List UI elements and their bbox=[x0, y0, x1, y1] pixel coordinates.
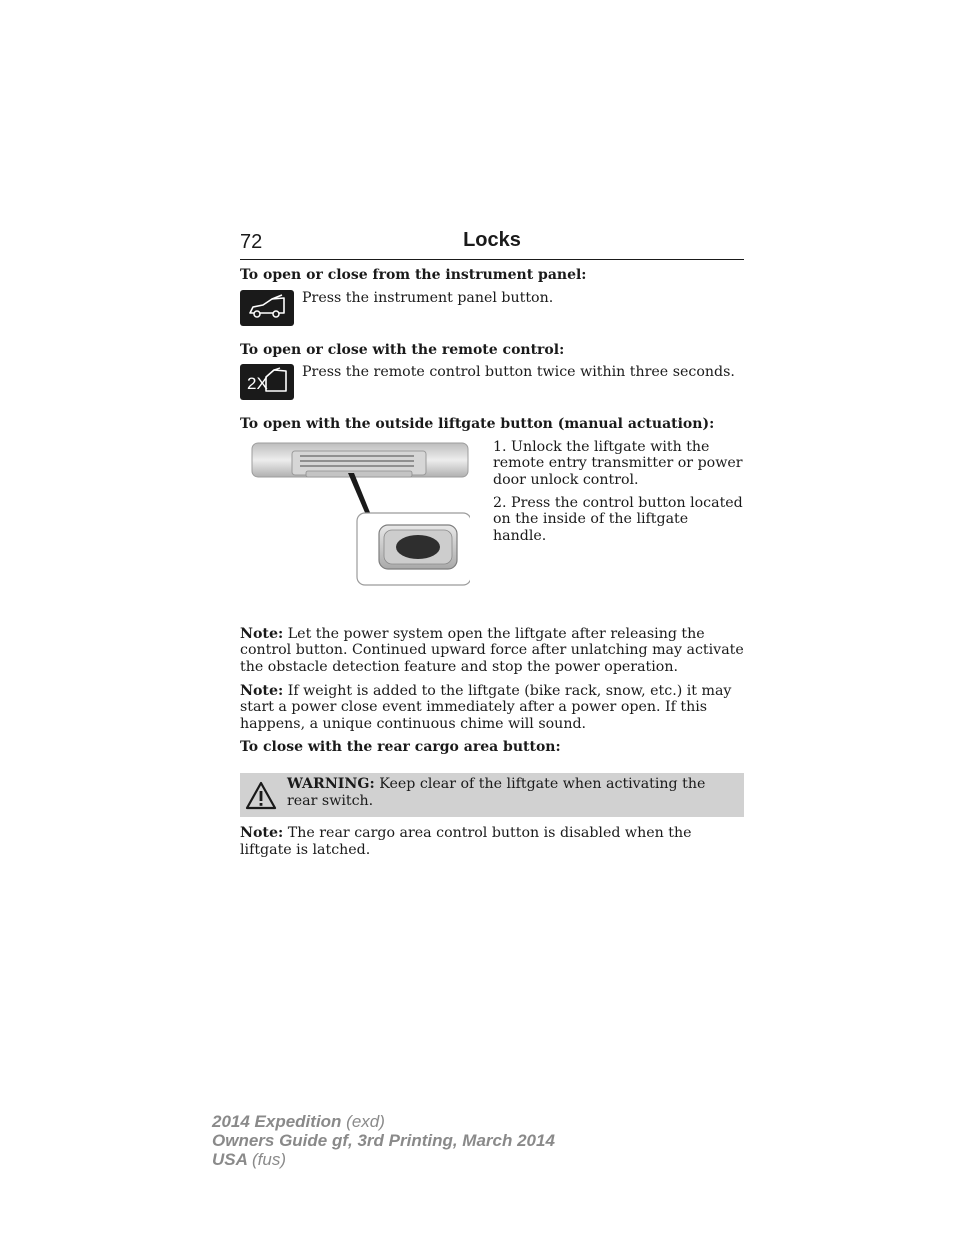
note-2-label: Note: bbox=[240, 682, 284, 699]
instrument-panel-text: Press the instrument panel button. bbox=[302, 289, 554, 306]
warning-label: WARNING: bbox=[287, 775, 375, 792]
manual-actuation-steps bbox=[493, 439, 745, 551]
footer-model: 2014 Expedition bbox=[212, 1112, 342, 1131]
remote-control-row bbox=[240, 364, 744, 400]
manual-actuation-section bbox=[240, 439, 744, 617]
final-note bbox=[240, 825, 744, 858]
footer-line-1 bbox=[212, 1112, 555, 1131]
rear-cargo-heading: To close with the rear cargo area button: bbox=[240, 739, 561, 756]
final-note-label: Note: bbox=[240, 824, 284, 841]
note-2-text: If weight is added to the liftgate (bike rack, snow, etc.) it may start a power close event immediately after a power open. If this happens, a unique continuous chime will sound. bbox=[240, 682, 732, 732]
note-2 bbox=[240, 683, 744, 733]
instrument-panel-heading: To open or close from the instrument panel: bbox=[240, 267, 587, 283]
footer-market: USA bbox=[212, 1150, 248, 1169]
footer-market-code: (fus) bbox=[252, 1150, 286, 1169]
page-number: 72 bbox=[240, 231, 263, 253]
warning-body: Keep clear of the liftgate when activating the rear switch. bbox=[287, 775, 706, 809]
footer-model-code: (exd) bbox=[346, 1112, 385, 1131]
remote-control-heading: To open or close with the remote control: bbox=[240, 341, 565, 358]
page-header bbox=[240, 228, 744, 260]
footer-line-2: Owners Guide gf, 3rd Printing, March 2014 bbox=[212, 1131, 555, 1150]
liftgate-handle-illustration bbox=[250, 439, 470, 617]
warning-text bbox=[287, 776, 734, 809]
remote-control-text: Press the remote control button twice within three seconds. bbox=[302, 364, 735, 381]
instrument-panel-row bbox=[240, 290, 744, 326]
step-1: 1. Unlock the liftgate with the remote entry transmitter or power door unlock control. bbox=[493, 438, 743, 488]
step-2: 2. Press the control button located on the inside of the liftgate handle. bbox=[493, 494, 743, 544]
footer-line-3 bbox=[212, 1150, 555, 1169]
page-content bbox=[240, 267, 744, 865]
note-1-label: Note: bbox=[240, 625, 284, 642]
warning-icon bbox=[245, 781, 277, 811]
page-footer bbox=[212, 1112, 555, 1169]
icon-2x-label: 2X bbox=[247, 374, 268, 394]
liftgate-icon bbox=[240, 290, 294, 326]
final-note-text: The rear cargo area control button is disabled when the liftgate is latched. bbox=[240, 824, 692, 858]
note-1 bbox=[240, 626, 744, 676]
section-title: Locks bbox=[463, 229, 521, 251]
warning-box bbox=[240, 773, 744, 817]
manual-actuation-heading: To open with the outside liftgate button (manual actuation): bbox=[240, 416, 715, 433]
remote-liftgate-2x-icon bbox=[240, 364, 294, 400]
note-1-text: Let the power system open the liftgate after releasing the control button. Continued upward force after unlatching may activate the obstacle detection feature and stop the power operation. bbox=[240, 625, 744, 675]
